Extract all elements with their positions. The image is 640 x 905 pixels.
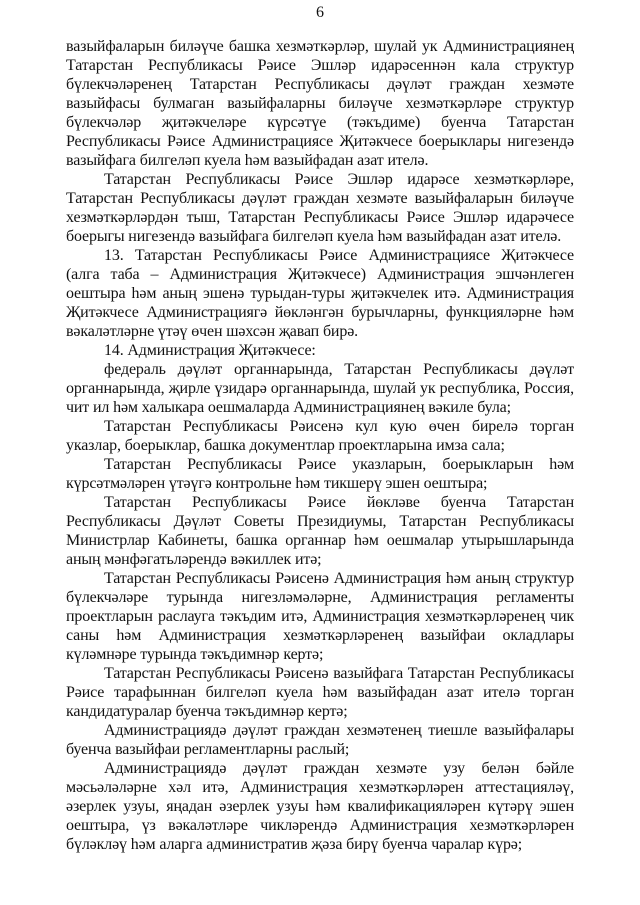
paragraph: Администрациядә дәүләт граждан хезмәте узу белән бәйле мәсьәләләрне хәл итә, Администрация хезмәткәрләрен аттестацияләү, әзерлек узуы, яңадан әзерлек узуы һәм квалификацияләрен күтәрү эшен оештыра, үз вәкаләтләре чикләрендә Администрация хезмәткәрләрен бүләкләү һәм аларга административ җәза бирү буенча чаралар күрә; xyxy=(66,760,574,853)
paragraph: Татарстан Республикасы Рәисенә вазыйфага Татарстан Республикасы Рәисе тарафыннан билгеләп куела һәм вазыйфадан азат ителә торган кандидатуралар буенча тәкъдимнәр кертә; xyxy=(66,665,574,720)
paragraph: Администрациядә дәүләт граждан хезмәтенең тиешле вазыйфалары буенча вазыйфаи регламентларны раслый; xyxy=(66,722,574,758)
paragraph: Татарстан Республикасы Рәисе йөкләве буенча Татарстан Республикасы Дәүләт Советы Президиумы, Татарстан Республикасы Министрлар Кабинеты, башка органнар һәм оешмалар утырышларында аның мәнфәгатьләрендә вәкиллек итә; xyxy=(66,494,574,568)
paragraph: 14. Администрация Җитәкчесе: xyxy=(104,342,316,359)
paragraph: вазыйфаларын биләүче башка хезмәткәрләр, шулай ук Администрациянең Татарстан Республикасы Рәисе Эшләр идарәсеннән кала структур бүлекчәләренең Татарстан Республикасы дәүләт граждан хезмәте вазыйфасы булмаган вазыйфаларны биләүче хезмәткәрләре структур бүлекчәләр җитәкчеләре күрсәтүе (тәкъдиме) буенча Татарстан Республикасы Рәисе Администрациясе Җитәкчесе боерыклары нигезендә вазыйфага билгеләп куела һәм вазыйфадан азат ителә. xyxy=(66,38,574,169)
paragraph: Татарстан Республикасы Рәисе Эшләр идарәсе хезмәткәрләре, Татарстан Республикасы дәүләт граждан хезмәте вазыйфаларын биләүче хезмәткәрләрдән тыш, Татарстан Республикасы Рәисе Эшләр идарәчесе боерыгы нигезендә вазыйфага билгеләп куела һәм вазыйфадан азат ителә. xyxy=(66,171,574,245)
paragraph: 13. Татарстан Республикасы Рәисе Администрациясе Җитәкчесе (алга таба – Администрация Җитәкчесе) Администрация эшчәнлеген оештыра һәм аның эшенә турыдан-туры җитәкчелек итә. Администрация Җитәкчесе Администрациягә йөкләнгән бурычларны, функцияләрне һәм вәкаләтләрне үтәү өчен шәхсән җавап бирә. xyxy=(66,247,574,340)
paragraph: Татарстан Республикасы Рәисе указларын, боерыкларын һәм күрсәтмәләрен үтәүгә контрольне һәм тикшерү эшен оештыра; xyxy=(66,456,574,492)
paragraph: федераль дәүләт органнарында, Татарстан Республикасы дәүләт органнарында, җирле үзидарә органнарында, шулай ук республика, Россия, чит ил һәм халыкара оешмаларда Администрациянең вәкиле була; xyxy=(66,361,574,416)
paragraph: Татарстан Республикасы Рәисенә кул кую өчен бирелә торган указлар, боерыклар, башка документлар проектларына имза сала; xyxy=(66,418,574,454)
page-number: 6 xyxy=(316,4,324,21)
document-body xyxy=(66,37,574,854)
paragraph: Татарстан Республикасы Рәисенә Администрация һәм аның структур бүлекчәләре турында нигезләмәләрне, Администрация регламенты проектларын раслауга тәкъдим итә, Администрация хезмәткәрләренең чик саны һәм Администрация хезмәткәрләренең вазыйфаи окладлары күләмнәре турында тәкъдимнәр кертә; xyxy=(66,570,574,663)
